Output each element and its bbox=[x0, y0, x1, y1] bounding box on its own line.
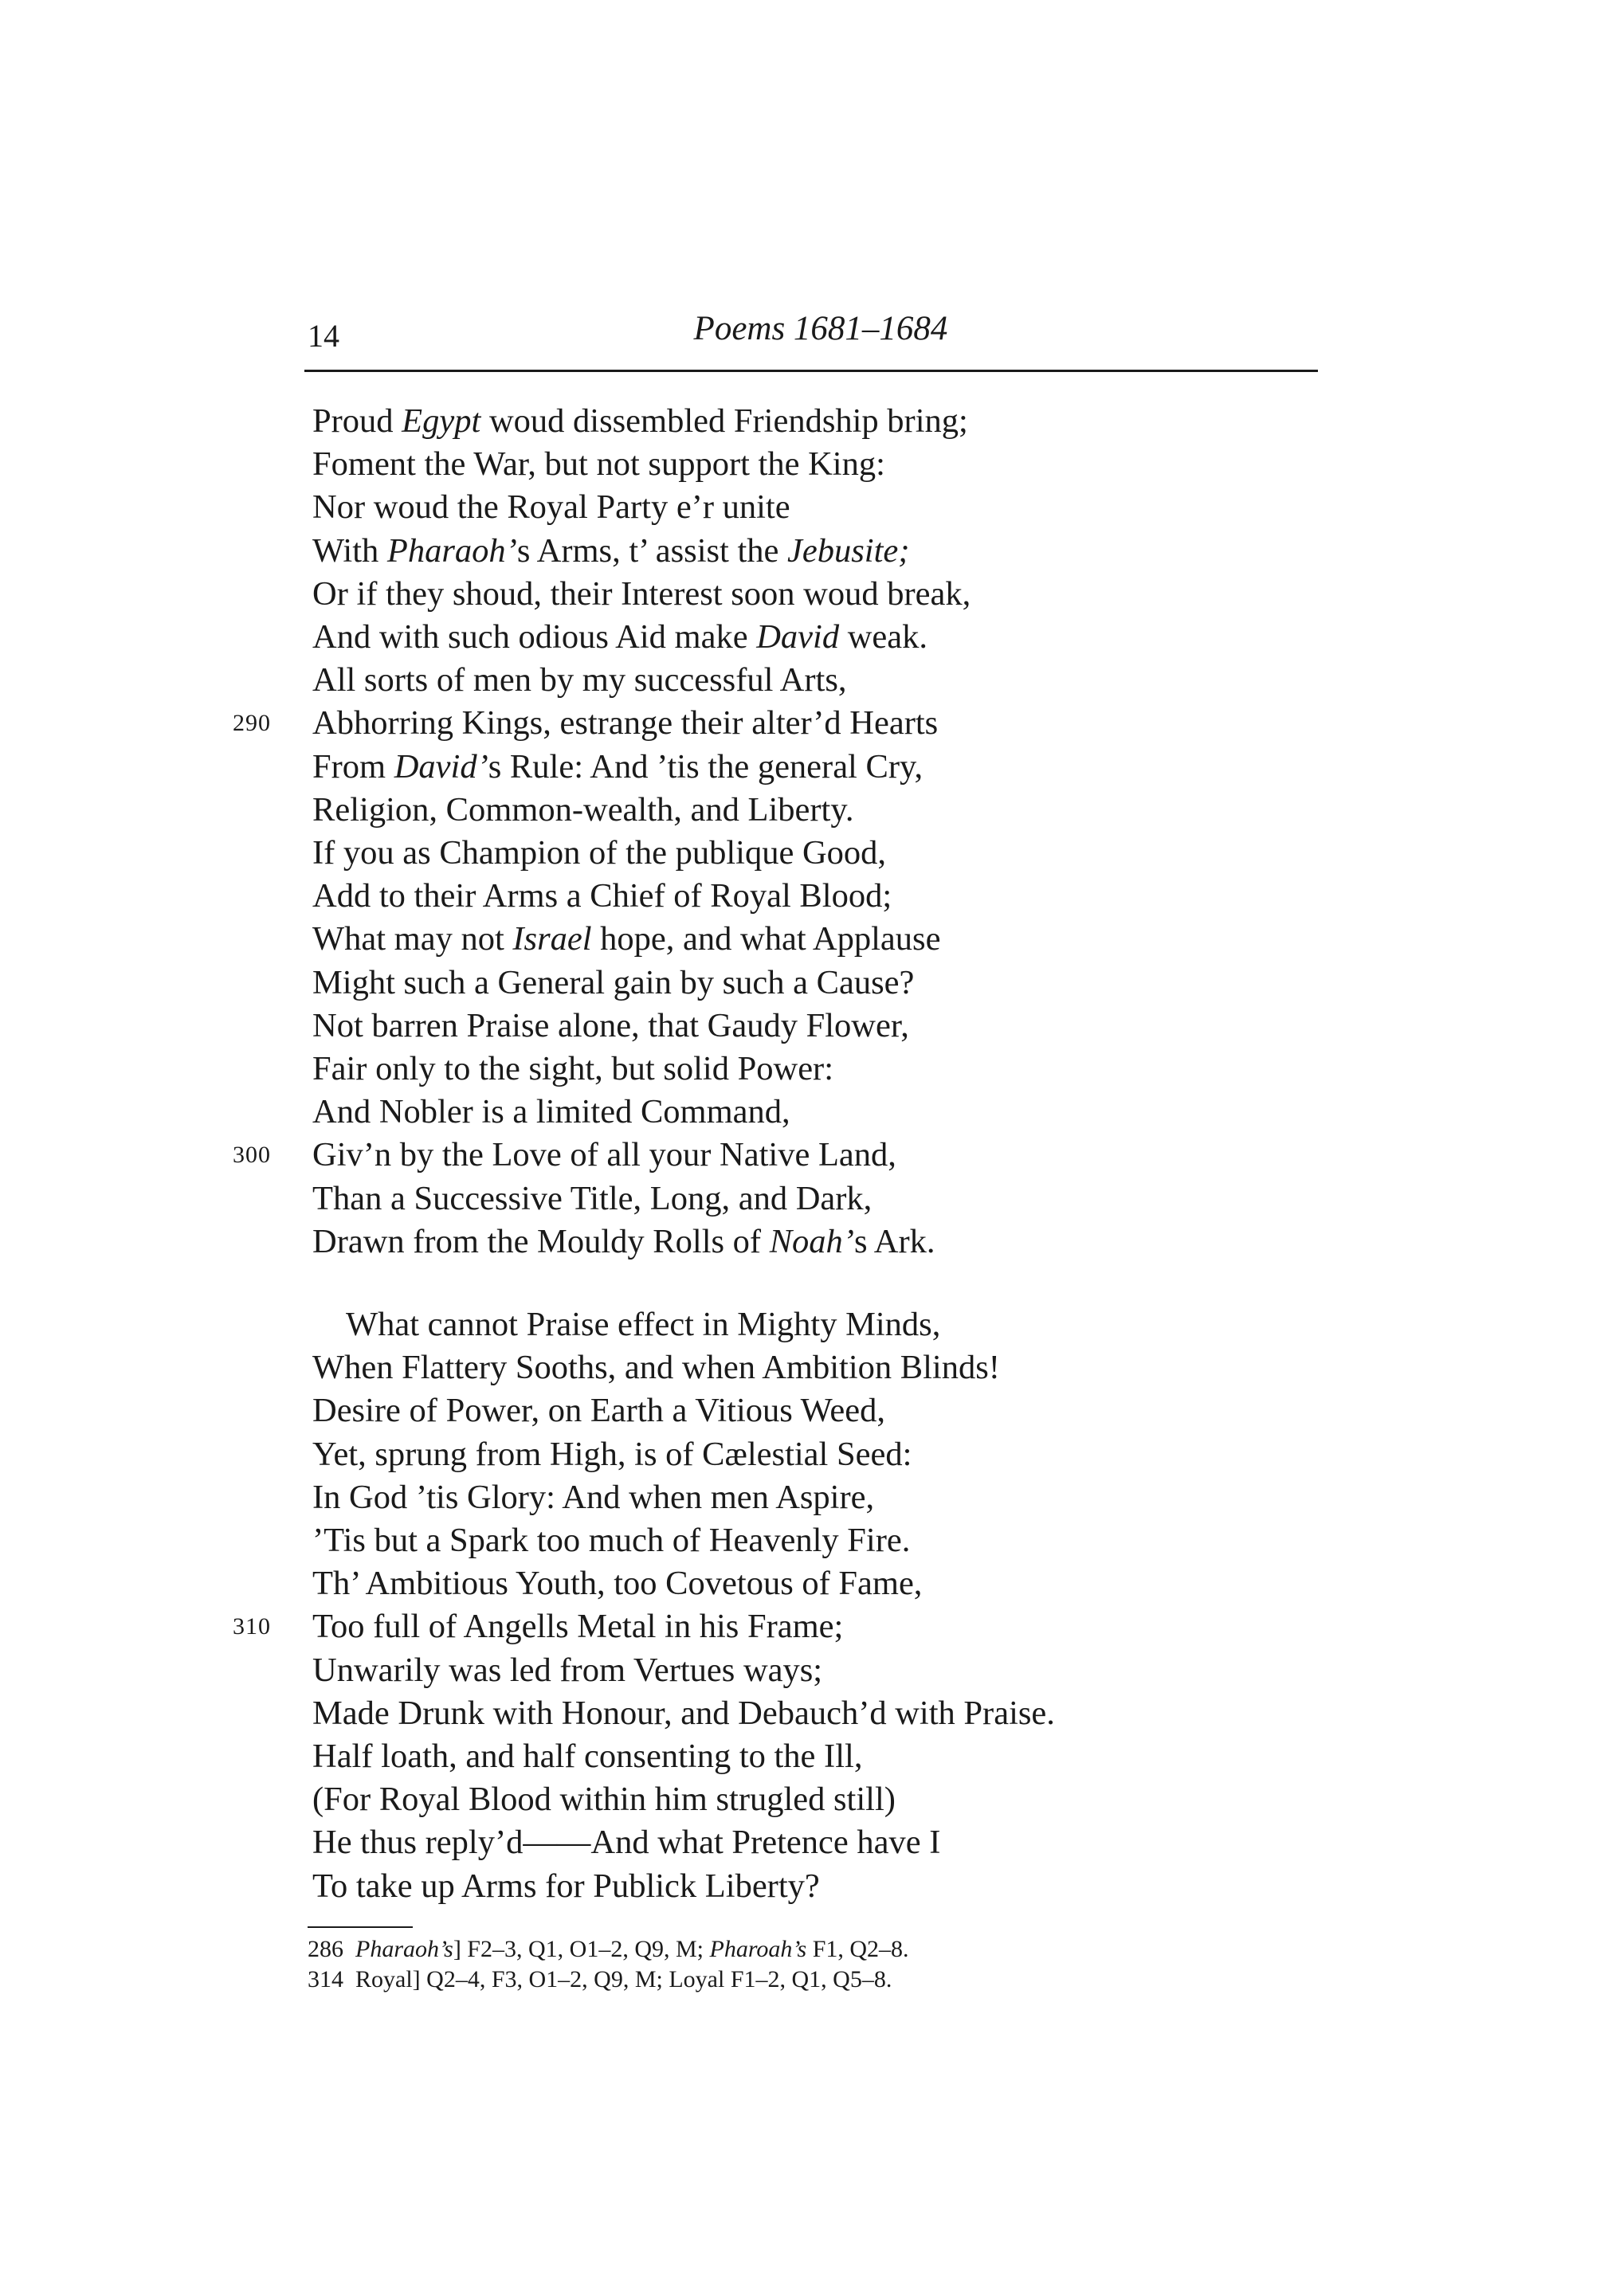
verse-text: From bbox=[312, 747, 394, 786]
verse-text: When Flattery Sooths, and when Ambition Blinds! bbox=[312, 1349, 1000, 1387]
verse-line bbox=[312, 832, 886, 875]
verse-line bbox=[312, 702, 938, 745]
verse-text: Fair only to the sight, but solid Power: bbox=[312, 1050, 834, 1087]
verse-line bbox=[312, 1519, 910, 1562]
line-number: 300 bbox=[233, 1142, 271, 1169]
verse-text: Or if they shoud, their Interest soon woud break, bbox=[312, 574, 971, 613]
verse-line bbox=[312, 1346, 1000, 1389]
verse-line bbox=[312, 530, 909, 573]
verse-line bbox=[312, 1048, 833, 1091]
verse-line bbox=[312, 1134, 896, 1177]
verse-line bbox=[312, 1005, 909, 1048]
verse-text: What cannot Praise effect in Mighty Minds, bbox=[346, 1306, 941, 1343]
verse-text: Add to their Arms a Chief of Royal Blood; bbox=[312, 877, 892, 915]
verse-text: Unwarily was led from Vertues ways; bbox=[312, 1651, 823, 1689]
page-header bbox=[0, 309, 1600, 365]
verse-text: To take up Arms for Publick Liberty? bbox=[312, 1867, 820, 1905]
verse-line bbox=[312, 1692, 1055, 1735]
verse-line bbox=[312, 1389, 885, 1432]
verse-text: Desire of Power, on Earth a Vitious Weed, bbox=[312, 1392, 885, 1430]
verse-line bbox=[312, 1735, 862, 1778]
page-number: 14 bbox=[308, 318, 339, 354]
verse-line bbox=[346, 1303, 940, 1346]
verse-line bbox=[312, 400, 968, 443]
verse-text: Foment the War, but not support the King: bbox=[312, 445, 885, 484]
verse-line bbox=[312, 1821, 940, 1864]
italic-text: Jebusite; bbox=[787, 531, 910, 570]
verse-text: Might such a General gain by such a Cause? bbox=[312, 963, 915, 1001]
verse-text: s Rule: And ’tis the general Cry, bbox=[488, 747, 924, 786]
verse-line bbox=[312, 616, 927, 659]
verse-text: Made Drunk with Honour, and Debauch’d with Praise. bbox=[312, 1694, 1055, 1732]
verse-text: Abhorring Kings, estrange their alter’d Hearts bbox=[312, 704, 939, 742]
verse-text: And with such odious Aid make bbox=[312, 618, 757, 656]
verse-line bbox=[312, 659, 847, 702]
verse-text: And Nobler is a limited Command, bbox=[312, 1093, 790, 1131]
verse-line bbox=[312, 962, 914, 1005]
verse-line bbox=[312, 1778, 896, 1821]
verse-line bbox=[312, 573, 971, 616]
verse-text: All sorts of men by my successful Arts, bbox=[312, 661, 847, 699]
footnote-text: 286 bbox=[308, 1936, 355, 1962]
verse-text: He thus reply’d——And what Pretence have I bbox=[312, 1824, 941, 1862]
footnote-text: F1, Q2–8. bbox=[806, 1936, 909, 1962]
verse-text: Too full of Angells Metal in his Frame; bbox=[312, 1608, 844, 1646]
verse-text: weak. bbox=[839, 618, 927, 656]
verse-text: Giv’n by the Love of all your Native Land, bbox=[312, 1136, 896, 1174]
verse-text: hope, and what Applause bbox=[591, 920, 941, 958]
italic-text: Israel bbox=[512, 920, 592, 958]
footnote bbox=[308, 1965, 892, 1995]
verse-text: What may not bbox=[312, 920, 513, 958]
verse-text: s Ark. bbox=[853, 1222, 935, 1260]
line-number: 310 bbox=[233, 1613, 271, 1640]
verse-text: Not barren Praise alone, that Gaudy Flower, bbox=[312, 1006, 909, 1044]
verse-line bbox=[312, 746, 923, 789]
verse-line bbox=[312, 875, 892, 918]
verse-text: woud dissembled Friendship bring; bbox=[480, 402, 968, 440]
verse-text: Drawn from the Mouldy Rolls of bbox=[312, 1222, 770, 1260]
verse-line bbox=[312, 1865, 820, 1908]
verse-line bbox=[312, 1433, 912, 1476]
verse-text: With bbox=[312, 531, 387, 570]
verse-line bbox=[312, 1091, 790, 1134]
italic-text: Noah’ bbox=[769, 1222, 854, 1260]
footnote-text: ] F2–3, Q1, O1–2, Q9, M; bbox=[453, 1936, 710, 1962]
line-number: 290 bbox=[233, 710, 271, 737]
verse-line bbox=[312, 1562, 922, 1605]
italic-text: Egypt bbox=[402, 402, 481, 440]
header-rule bbox=[304, 370, 1318, 372]
verse-text: (For Royal Blood within him strugled still) bbox=[312, 1781, 896, 1819]
running-title: Poems 1681–1684 bbox=[693, 310, 948, 347]
verse-line bbox=[312, 1649, 822, 1692]
verse-text: Yet, sprung from High, is of Cælestial Seed: bbox=[312, 1435, 912, 1473]
italic-text: David’ bbox=[394, 747, 488, 786]
verse-line bbox=[312, 443, 885, 486]
verse-text: Than a Successive Title, Long, and Dark, bbox=[312, 1179, 873, 1217]
verse-text: Nor woud the Royal Party e’r unite bbox=[312, 488, 790, 527]
italic-text: Pharaoh’ bbox=[386, 531, 517, 570]
verse-text: s Arms, t’ assist the bbox=[516, 531, 788, 570]
verse-text: Th’ Ambitious Youth, too Covetous of Fame, bbox=[312, 1565, 923, 1603]
verse-line bbox=[312, 1605, 843, 1648]
italic-text: David bbox=[756, 618, 840, 656]
verse-text: Half loath, and half consenting to the Ill, bbox=[312, 1738, 863, 1775]
verse-text: ’Tis but a Spark too much of Heavenly Fire. bbox=[312, 1522, 911, 1559]
footnote-rule bbox=[308, 1926, 413, 1928]
verse-line bbox=[312, 486, 790, 529]
footnote-text: 314 Royal] Q2–4, F3, O1–2, Q9, M; Loyal F1–2, Q1, Q5–8. bbox=[308, 1966, 892, 1992]
footnote bbox=[308, 1934, 909, 1965]
verse-line bbox=[312, 789, 853, 832]
verse-line bbox=[312, 918, 940, 961]
verse-text: Religion, Common-wealth, and Liberty. bbox=[312, 790, 854, 829]
footnote-italic-text: Pharaoh’s bbox=[355, 1936, 453, 1962]
verse-line bbox=[312, 1220, 935, 1264]
verse-text: Proud bbox=[312, 402, 402, 440]
footnote-italic-text: Pharoah’s bbox=[709, 1936, 807, 1962]
verse-text: If you as Champion of the publique Good, bbox=[312, 834, 887, 872]
verse-text: In God ’tis Glory: And when men Aspire, bbox=[312, 1478, 875, 1516]
verse-line bbox=[312, 1177, 872, 1220]
verse-line bbox=[312, 1476, 874, 1519]
